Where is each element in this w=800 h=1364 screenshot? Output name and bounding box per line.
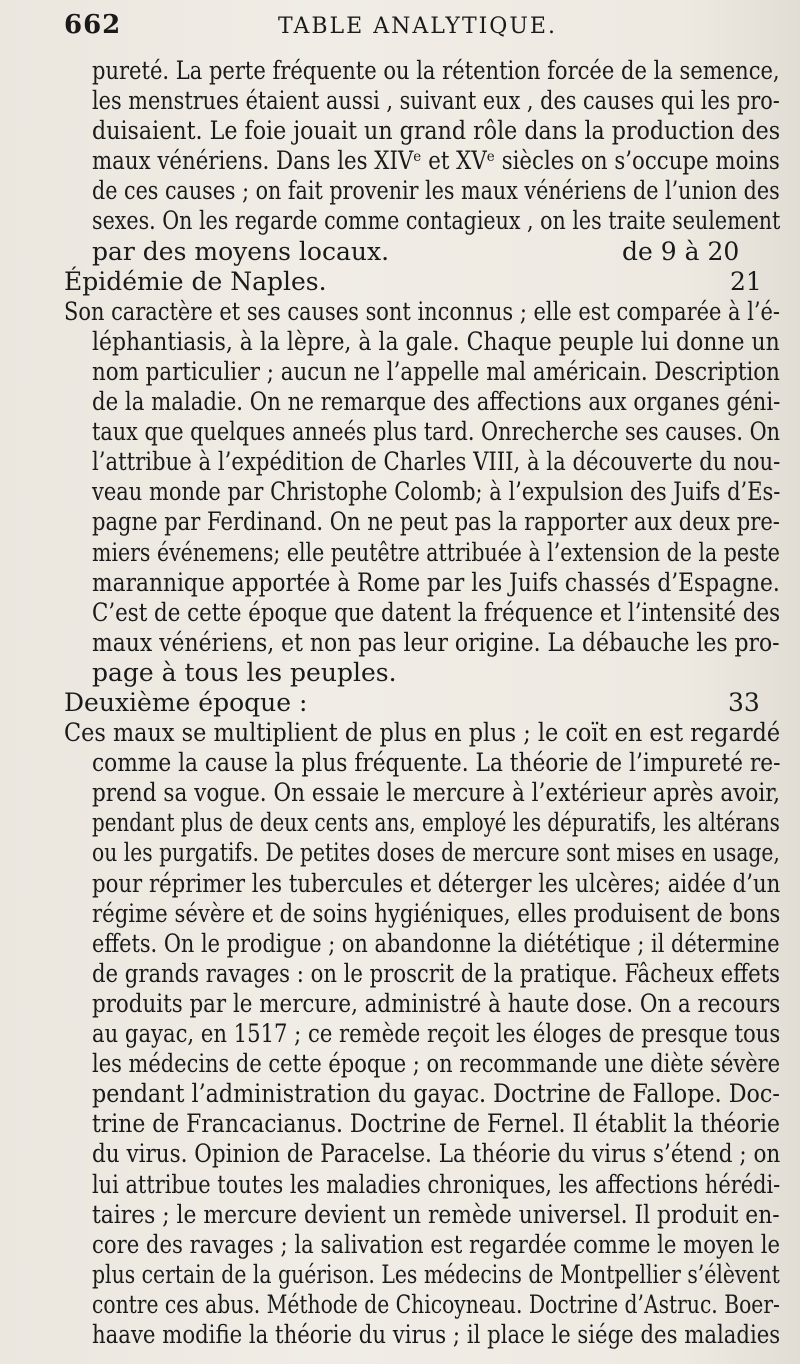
text-line: comme la cause la plus fréquente. La théorie de l’impureté re-: [92, 748, 781, 777]
text-line: C’est de cette époque que datent la fréquence et l’intensité des: [92, 598, 781, 627]
text-line: prend sa vogue. On essaie le mercure à l’extérieur après avoir,: [92, 778, 781, 807]
text-line: effets. On le prodigue ; on abandonne la diététique ; il détermine: [92, 929, 780, 958]
text-line: produits par le mercure, administré à haute dose. On a recours: [92, 989, 781, 1018]
text-line: lui attribue toutes les maladies chroniques, les affections hérédi-: [92, 1170, 781, 1199]
text-line: veau monde par Christophe Colomb; à l’expulsion des Juifs d’Es-: [92, 477, 781, 506]
text-line: pour réprimer les tubercules et déterger les ulcères; aidée d’un: [92, 869, 781, 898]
text-line: haave modifie la théorie du virus ; il place le siége des maladies: [92, 1320, 781, 1349]
text-line: duisaient. Le foie jouait un grand rôle dans la production des: [92, 116, 781, 145]
text-line: par des moyens locaux.: [92, 237, 390, 266]
text-line: contre ces abus. Méthode de Chicoyneau. Doctrine d’Astruc. Boer-: [92, 1290, 780, 1319]
text-line: Son caractère et ses causes sont inconnus ; elle est comparée à l’é-: [64, 297, 781, 326]
page-header: [64, 8, 764, 48]
page-reference: 33: [728, 688, 760, 717]
text-line: au gayac, en 1517 ; ce remède reçoit les éloges de presque tous: [92, 1019, 781, 1048]
text-line: miers événemens; elle peutêtre attribuée à l’extension de la peste: [92, 538, 780, 567]
text-line: trine de Francacianus. Doctrine de Fernel. Il établit la théorie: [92, 1109, 780, 1138]
text-line: de ces causes ; on fait provenir les maux vénériens de l’union des: [92, 176, 780, 205]
text-line: core des ravages ; la salivation est regardée comme le moyen le: [92, 1230, 781, 1259]
text-line: ou les purgatifs. De petites doses de mercure sont mises en usage,: [92, 838, 780, 867]
text-line: régime sévère et de soins hygiéniques, elles produisent de bons: [92, 899, 781, 928]
text-line: de grands ravages : on le proscrit de la pratique. Fâcheux effets: [92, 959, 781, 988]
text-line: nom particulier ; aucun ne l’appelle mal américain. Description: [92, 357, 780, 386]
text-line: page à tous les peuples.: [92, 658, 397, 687]
text-line: l’attribue à l’expédition de Charles VIII, à la découverte du nou-: [92, 447, 781, 476]
text-line: de la maladie. On ne remarque des affections aux organes géni-: [92, 387, 781, 416]
text-line: sexes. On les regarde comme contagieux , on les traite seulement: [92, 206, 781, 235]
text-line: taux que quelques anneés plus tard. Onrecherche ses causes. On: [92, 417, 781, 446]
text-line: pendant l’administration du gayac. Doctrine de Fallope. Doc-: [92, 1079, 780, 1108]
text-line: les médecins de cette époque ; on recommande une diète sévère: [92, 1049, 781, 1078]
text-line: maux vénériens. Dans les XIVᵉ et XVᵉ siècles on s’occupe moins: [92, 146, 780, 175]
text-line: du virus. Opinion de Paracelse. La théorie du virus s’étend ; on: [92, 1139, 781, 1168]
text-line: maux vénériens, et non pas leur origine. La débauche les pro-: [92, 628, 780, 657]
page-reference: de 9 à 20: [622, 237, 740, 266]
text-line: marannique apportée à Rome par les Juifs chassés d’Espagne.: [92, 568, 780, 597]
running-title: TABLE ANALYTIQUE.: [278, 14, 557, 39]
text-line: pureté. La perte fréquente ou la rétention forcée de la semence,: [92, 56, 780, 85]
text-line: léphantiasis, à la lèpre, à la gale. Chaque peuple lui donne un: [92, 327, 780, 356]
page-number: 662: [64, 10, 122, 40]
text-line: pagne par Ferdinand. On ne peut pas la rapporter aux deux pre-: [92, 507, 780, 536]
section-heading: Épidémie de Naples.: [64, 267, 327, 296]
text-line: Ces maux se multiplient de plus en plus ; le coït en est regardé: [64, 718, 781, 747]
page-reference: 21: [730, 267, 762, 296]
text-line: taires ; le mercure devient un remède universel. Il produit en-: [92, 1200, 780, 1229]
text-line: plus certain de la guérison. Les médecins de Montpellier s’élèvent: [92, 1260, 780, 1289]
section-heading: Deuxième époque :: [64, 688, 308, 717]
text-line: les menstrues étaient aussi , suivant eux , des causes qui les pro-: [92, 86, 780, 115]
text-line: pendant plus de deux cents ans, employé les dépuratifs, les altérans: [92, 808, 780, 837]
